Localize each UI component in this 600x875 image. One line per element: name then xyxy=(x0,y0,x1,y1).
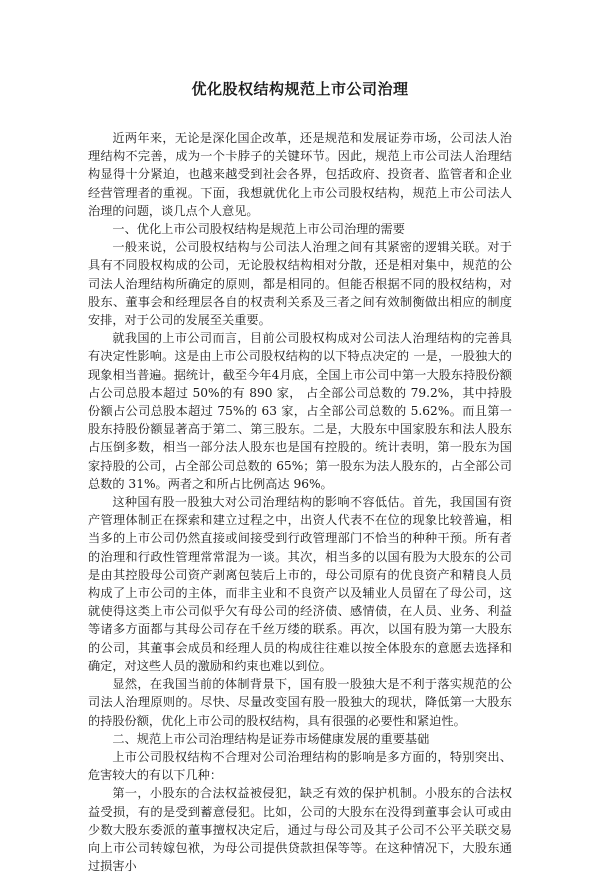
section-heading: 一、优化上市公司股权结构是规范上市公司治理的需要 xyxy=(112,222,405,237)
document-title: 优化股权结构规范上市公司治理 xyxy=(191,80,409,98)
section-heading: 二、规范上市公司治理结构是证券市场健康发展的重要基础 xyxy=(112,731,430,746)
paragraph: 显然，在我国当前的体制背景下，国有股一股独大是不利于落实规范的公司法人治理原则的。尽快、尽量改变国有股一股独大的现状，降低第一大股东的持股份额，优化上市公司的股权结构，具有很强的必要性和紧迫性。 xyxy=(88,677,512,728)
paragraph: 近两年来，无论是深化国企改革，还是规范和发展证券市场，公司法人治理结构不完善，成为一个卡脖子的关键环节。因此，规范上市公司法人治理结构显得十分紧迫，也越来越受到社会各界，包括政府、投资者、监管者和企业经营管理者的重视。下面，我想就优化上市公司股权结构，规范上市公司法人治理的问题，谈几点个人意见。 xyxy=(88,131,512,218)
document-body xyxy=(88,129,512,875)
paragraph: 一般来说，公司股权结构与公司法人治理之间有其紧密的逻辑关联。对于具有不同股权构成的公司，无论股权结构相对分散，还是相对集中，规范的公司法人治理结构所确定的原则，都是相同的。但能否根据不同的股权结构，对股东、董事会和经理层各自的权责利关系及三者之间有效制衡做出相应的制度安排，对于公司的发展至关重要。 xyxy=(88,240,512,328)
paragraph: 第一，小股东的合法权益被侵犯，缺乏有效的保护机制。小股东的合法权益受损，有的是受到蓄意侵犯。比如，公司的大股东在没得到董事会认可或由少数大股东委派的董事擅权决定后，通过与母公司及其子公司不公平关联交易向上市公司转嫁包袱，为母公司提供贷款担保等等。在这种情况下，大股东通过损害小 xyxy=(88,786,512,874)
paragraph: 就我国的上市公司而言，目前公司股权构成对公司法人治理结构的完善具有决定性影响。这是由上市公司股权结构的以下特点决定的 一是，一股独大的现象相当普遍。据统计，截至今年4月底，全国上市公司中第一大股东持股份额占公司总股本超过 50%的有 890 家， 占全部公司总数的 79.2%，其中持股份额占公司总股本超过 75%的 63 家，占全部公司总数的 5.62%。而且第一股东持股份额显著高于第二、第三股东。二是，大股东中国家股东和法人股东占压倒多数，相当一部分法人股东也是国有控股的。统计表明，第一股东为国家持股的公司，占全部公司总数的 65%；第一股东为法人股东的，占全部公司总数的 31%。两者之和所占比例高达 96%。 xyxy=(88,331,512,491)
paragraph: 这种国有股一股独大对公司治理结构的影响不容低估。首先，我国国有资产管理体制正在探索和建立过程之中，出资人代表不在位的现象比较普遍，相当多的上市公司仍然直接或间接受到行政管理部门不恰当的种种干预。所有者的治理和行政性管理常常混为一谈。其次，相当多的以国有股为大股东的公司是由其控股母公司资产剥离包装后上市的，母公司原有的优良资产和精良人员构成了上市公司的主体，而非主业和不良资产以及辅业人员留在了母公司，这就使得这类上市公司似乎欠有母公司的经济债、感情债，在人员、业务、利益等诸多方面都与其母公司存在千丝万缕的联系。再次，以国有股为第一大股东的公司，其董事会成员和经理人员的构成往往难以按全体股东的意愿去选择和确定，对这些人员的激励和约束也难以到位。 xyxy=(88,495,512,673)
paragraph: 上市公司股权结构不合理对公司治理结构的影响是多方面的，特别突出、危害较大的有以下几种： xyxy=(88,749,512,783)
